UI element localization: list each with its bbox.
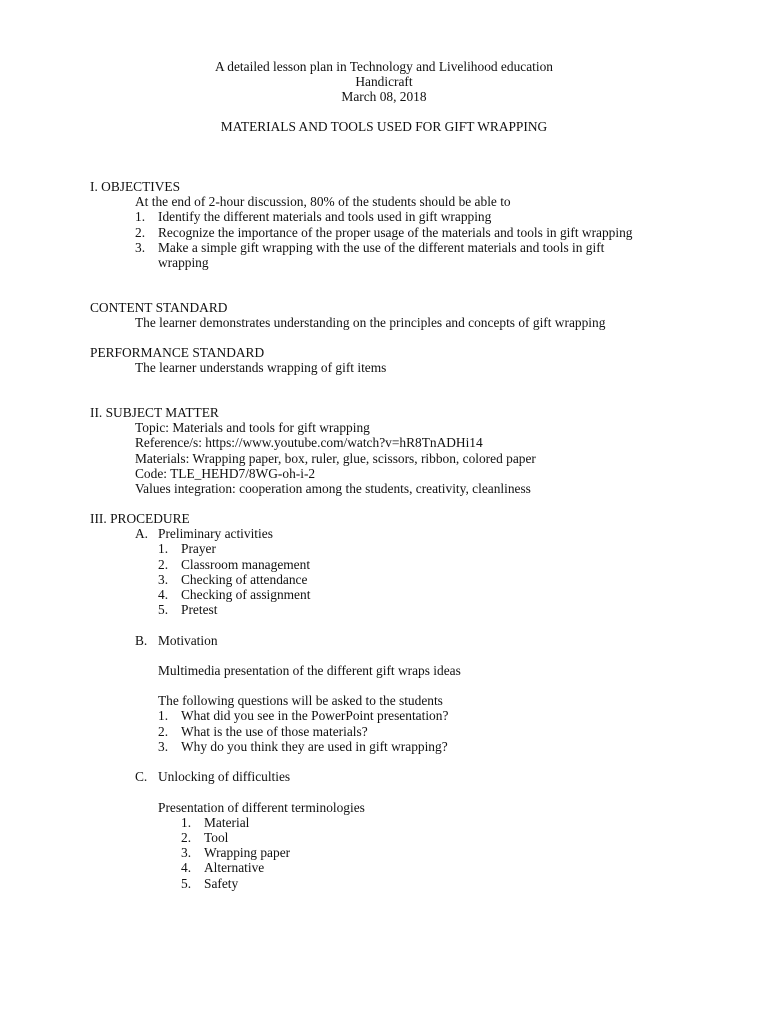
item-number: 2. <box>158 723 169 739</box>
paragraph: Presentation of different terminologies <box>158 799 365 815</box>
list-item <box>90 724 730 739</box>
paragraph: Multimedia presentation of the different gift wraps ideas <box>158 662 461 678</box>
list-item <box>90 541 730 556</box>
item-text: What did you see in the PowerPoint presentation? <box>181 708 449 724</box>
header-line-1: A detailed lesson plan in Technology and Livelihood education <box>215 59 553 74</box>
item-text: What is the use of those materials? <box>181 723 368 739</box>
subsection-title: Motivation <box>158 632 218 648</box>
item-number: 2. <box>181 829 192 845</box>
list-item <box>90 209 730 224</box>
item-number: 1. <box>158 708 169 724</box>
section-text: The learner understands wrapping of gift items <box>135 360 387 376</box>
item-number: 5. <box>158 602 169 618</box>
item-number: 4. <box>158 586 169 602</box>
section-heading: I. OBJECTIVES <box>90 179 181 194</box>
objectives-intro: At the end of 2-hour discussion, 80% of the students should be able to <box>135 194 511 210</box>
list-item <box>90 815 730 830</box>
spacer <box>90 617 730 632</box>
list-item <box>90 739 730 754</box>
materials-line: Materials: Wrapping paper, box, ruler, glue, scissors, ribbon, colored paper <box>135 450 536 466</box>
document-title: MATERIALS AND TOOLS USED FOR GIFT WRAPPING <box>220 119 548 134</box>
list-item <box>90 557 730 572</box>
list-item <box>90 587 730 602</box>
item-text: Material <box>204 814 250 830</box>
item-text: Pretest <box>181 602 218 618</box>
item-text: Safety <box>204 875 239 891</box>
section-heading: PERFORMANCE STANDARD <box>90 345 265 360</box>
document-header <box>0 59 768 105</box>
item-text: Why do you think they are used in gift wrapping? <box>181 738 448 754</box>
item-number: 2. <box>135 224 146 240</box>
header-subject: Handicraft <box>355 74 413 90</box>
subsection-letter: C. <box>135 769 148 785</box>
item-text: Identify the different materials and tools used in gift wrapping <box>158 209 492 225</box>
list-item <box>90 602 730 617</box>
item-text: Tool <box>204 829 229 845</box>
item-number: 3. <box>181 845 192 861</box>
list-item <box>90 240 730 270</box>
item-number: 3. <box>158 571 169 587</box>
list-item <box>90 876 730 891</box>
item-number: 1. <box>158 541 169 557</box>
subsection-letter: A. <box>135 526 149 542</box>
topic-line: Topic: Materials and tools for gift wrapping <box>135 420 370 436</box>
subsection-letter: B. <box>135 632 148 648</box>
item-number: 1. <box>181 814 192 830</box>
item-text: Alternative <box>204 860 265 876</box>
item-number: 3. <box>158 738 169 754</box>
list-item <box>90 708 730 723</box>
item-text: Checking of attendance <box>181 571 308 587</box>
spacer <box>90 784 730 799</box>
paragraph: The following questions will be asked to the students <box>158 693 443 709</box>
objectives-section <box>90 179 730 270</box>
subsection-heading <box>90 769 730 784</box>
item-number: 3. <box>135 239 146 255</box>
spacer <box>90 648 730 663</box>
procedure-section <box>90 511 730 891</box>
item-text: Wrapping paper <box>204 845 291 861</box>
reference-line: Reference/s: https://www.youtube.com/watch?v=hR8TnADHi14 <box>135 435 483 451</box>
list-item <box>90 860 730 875</box>
item-number: 4. <box>181 860 192 876</box>
item-text: Classroom management <box>181 556 311 572</box>
item-text: Checking of assignment <box>181 586 311 602</box>
list-item <box>90 830 730 845</box>
header-date: March 08, 2018 <box>341 89 427 105</box>
content-standard-section <box>90 300 730 330</box>
values-line: Values integration: cooperation among the students, creativity, cleanliness <box>135 480 531 496</box>
spacer <box>90 678 730 693</box>
item-number: 5. <box>181 875 192 891</box>
section-heading: III. PROCEDURE <box>90 511 190 526</box>
subsection-title: Unlocking of difficulties <box>158 769 291 785</box>
performance-standard-section <box>90 345 730 375</box>
section-text: The learner demonstrates understanding on the principles and concepts of gift wrapping <box>135 315 606 331</box>
item-text: Recognize the importance of the proper usage of the materials and tools in gift wrapping <box>158 224 633 240</box>
section-heading: CONTENT STANDARD <box>90 300 228 315</box>
subsection-heading <box>90 526 730 541</box>
item-number: 1. <box>135 209 146 225</box>
list-item <box>90 572 730 587</box>
spacer <box>90 754 730 769</box>
subject-matter-section <box>90 405 730 496</box>
list-item <box>90 225 730 240</box>
section-heading: II. SUBJECT MATTER <box>90 405 219 420</box>
item-text: Prayer <box>181 541 216 557</box>
code-line: Code: TLE_HEHD7/8WG-oh-i-2 <box>135 465 316 481</box>
list-item <box>90 845 730 860</box>
subsection-heading <box>90 633 730 648</box>
item-number: 2. <box>158 556 169 572</box>
item-text: Make a simple gift wrapping with the use of the different materials and tools in gift wrapping <box>158 239 605 270</box>
subsection-title: Preliminary activities <box>158 526 273 542</box>
